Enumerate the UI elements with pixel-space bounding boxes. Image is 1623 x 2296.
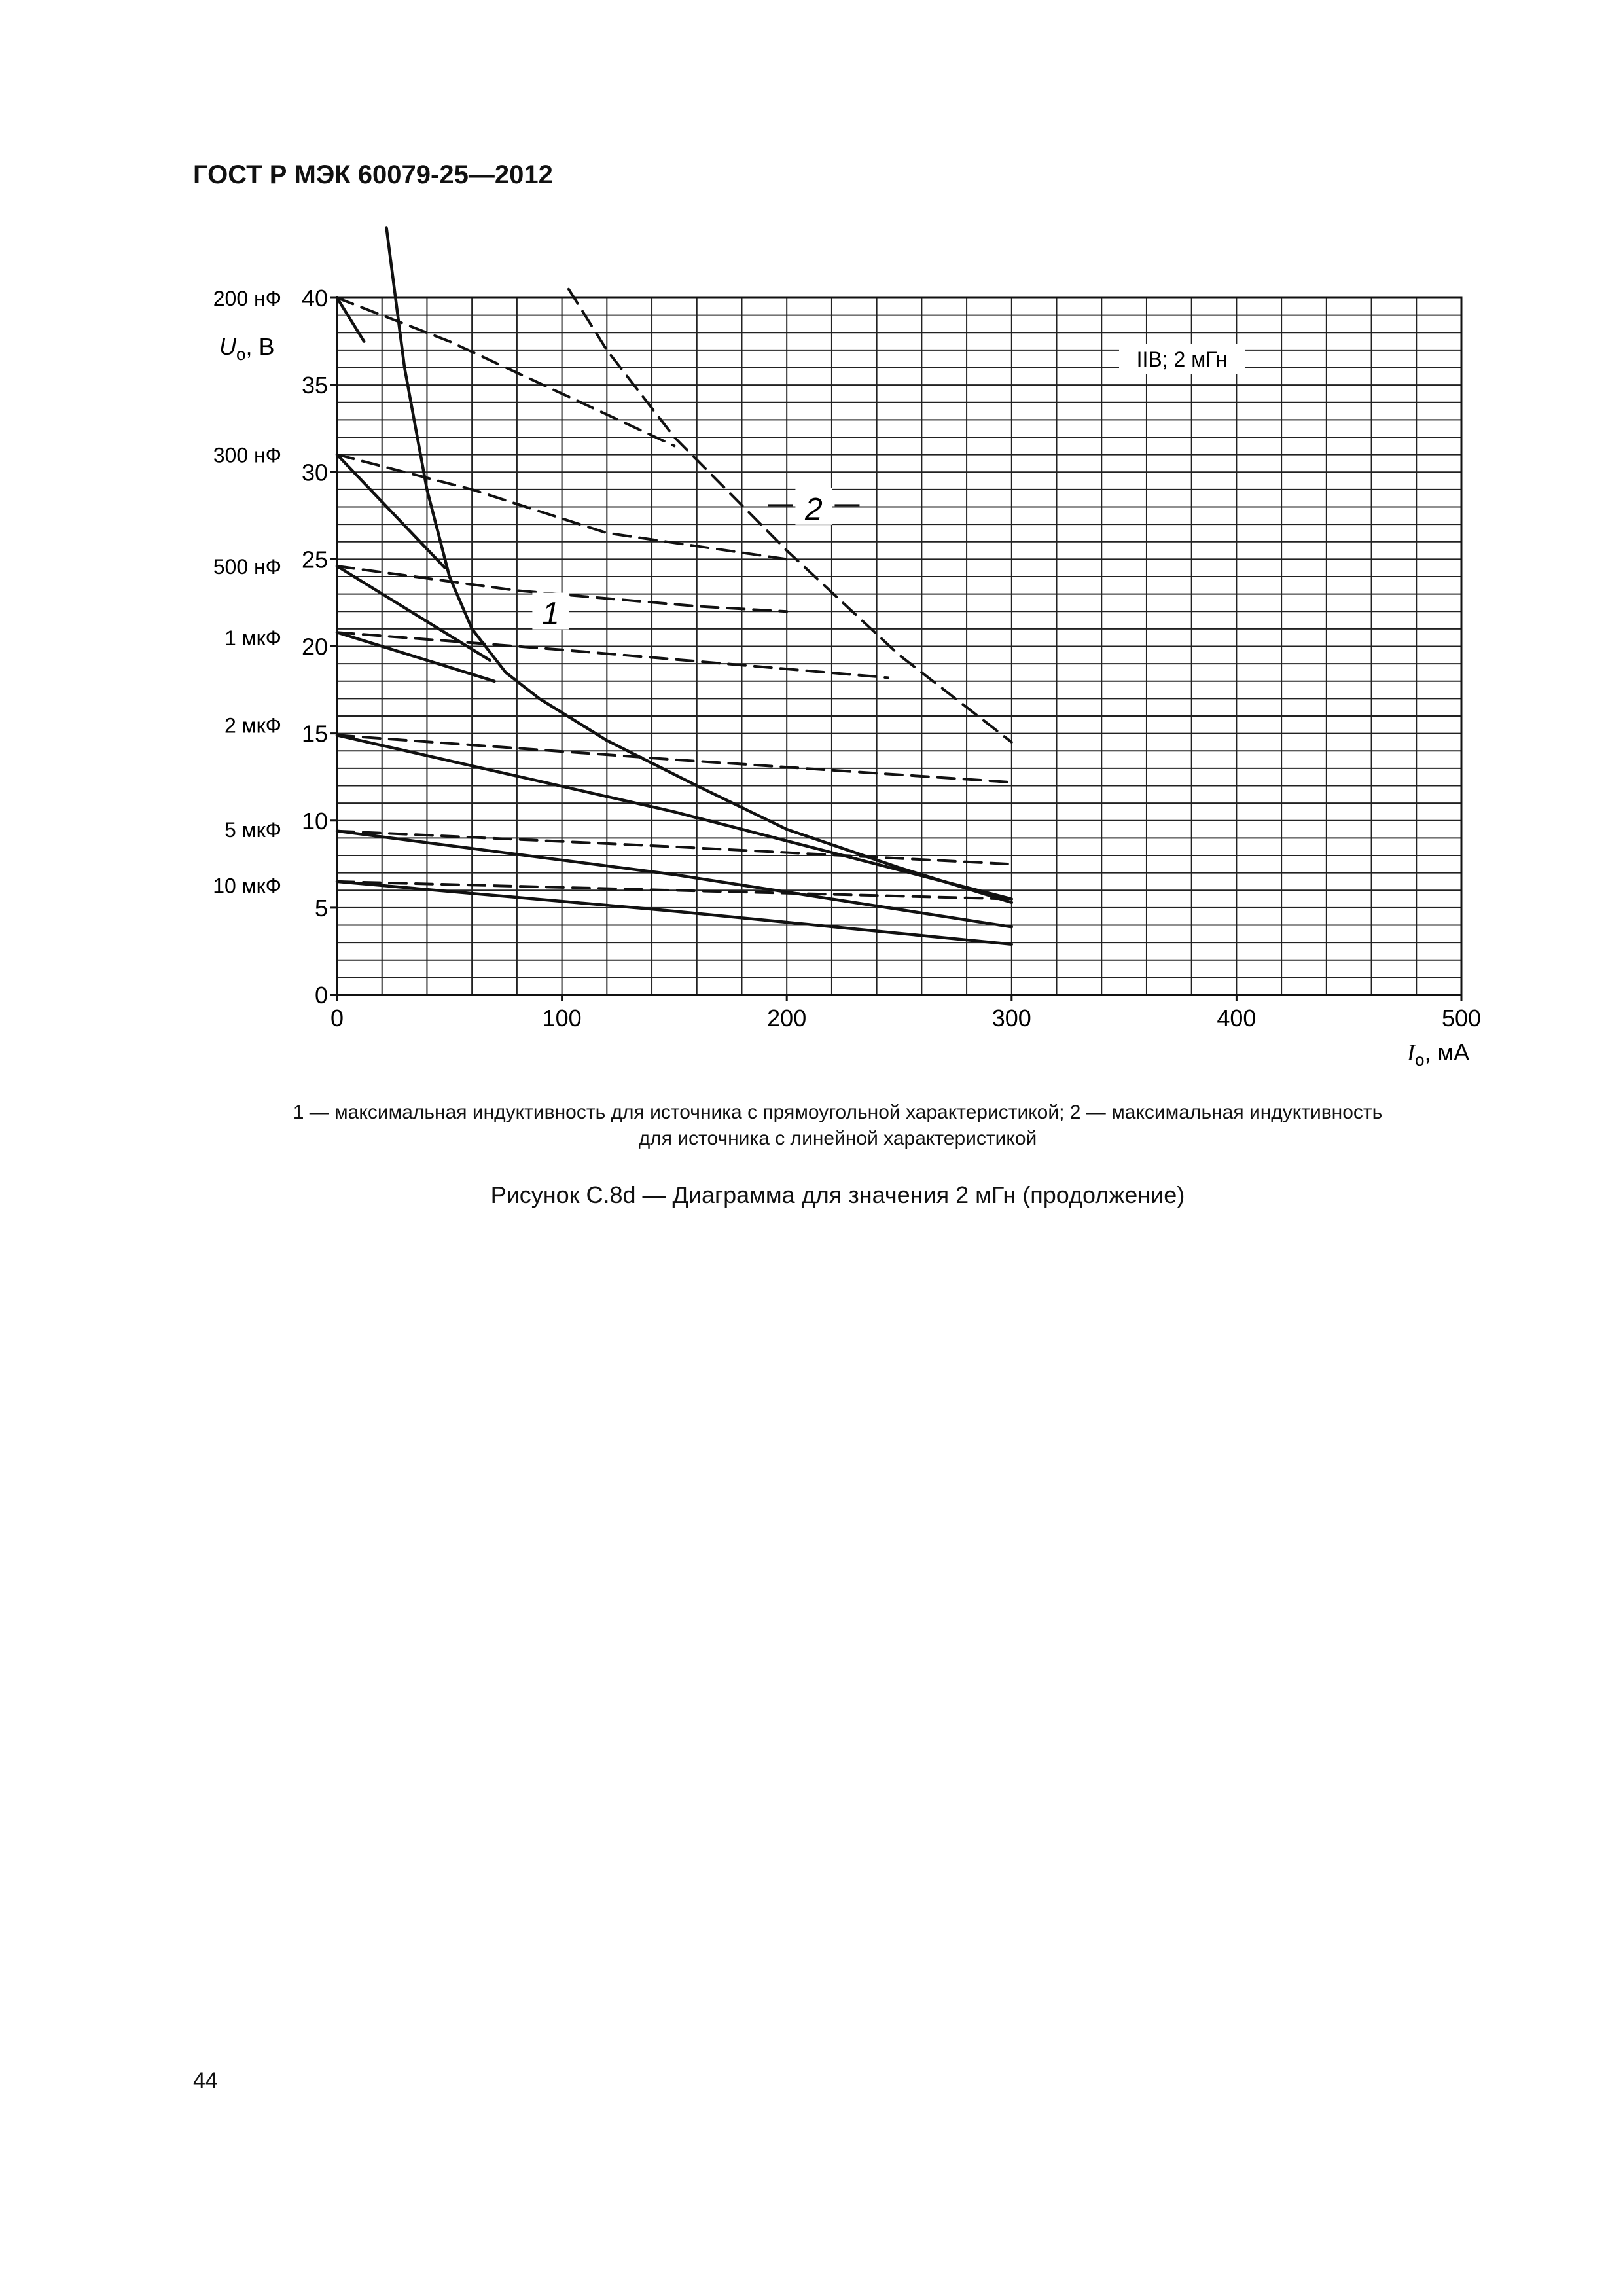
curve-label-1: 1 [542, 596, 560, 632]
capacitance-label: 200 нФ [213, 287, 281, 310]
y-axis-label: $U_о$, В [219, 333, 275, 364]
x-tick-label: 300 [991, 1005, 1031, 1031]
x-tick-label: 400 [1217, 1005, 1257, 1031]
y-tick-label: 25 [301, 546, 328, 573]
y-tick-label: 20 [301, 633, 328, 660]
capacitance-label: 2 мкФ [224, 713, 281, 738]
capacitance-label: 1 мкФ [224, 626, 281, 651]
document-header: ГОСТ Р МЭК 60079-25—2012 [193, 160, 553, 189]
x-tick-label: 100 [542, 1005, 582, 1031]
page-number: 44 [193, 2068, 218, 2093]
y-tick-label: 5 [314, 894, 328, 922]
solid-curve-14 [337, 882, 1012, 944]
capacitance-label: 500 нФ [213, 555, 281, 579]
solid-curve-0 [387, 228, 1012, 903]
x-axis-label: $I_о$, мА [1407, 1039, 1470, 1069]
chart-curves [337, 228, 1012, 944]
y-tick-label: 0 [314, 982, 328, 1009]
y-tick-label: 15 [301, 720, 328, 747]
legend-caption-line-1: 1 — максимальная индуктивность для источника с прямоугольной характеристикой; 2 — максимальная индуктивность [293, 1102, 1383, 1123]
dashed-curve-9 [337, 632, 888, 677]
y-tick-label: 30 [301, 459, 328, 486]
figure-caption: Рисунок С.8d — Диаграмма для значения 2 мГн (продолжение) [490, 1181, 1185, 1208]
x-tick-label: 200 [767, 1005, 807, 1031]
capacitance-label: 300 нФ [213, 443, 281, 467]
y-tick-label: 40 [301, 285, 328, 312]
curve-label-2: 2 [805, 492, 823, 527]
capacitance-label: 10 мкФ [213, 874, 281, 898]
x-tick-label: 0 [330, 1005, 344, 1031]
y-tick-label: 10 [301, 807, 328, 834]
dashed-curve-3 [337, 298, 674, 446]
dashed-curve-13 [337, 831, 1012, 865]
x-tick-label: 500 [1441, 1005, 1482, 1031]
y-tick-label: 35 [301, 372, 328, 399]
annotation-box-label: IIB; 2 мГн [1136, 348, 1228, 371]
capacitance-label: 5 мкФ [224, 818, 281, 842]
legend-caption [196, 1100, 1479, 1152]
legend-caption-line-2: для источника с линейной характеристикой [638, 1128, 1037, 1149]
dashed-curve-1 [569, 289, 1012, 742]
